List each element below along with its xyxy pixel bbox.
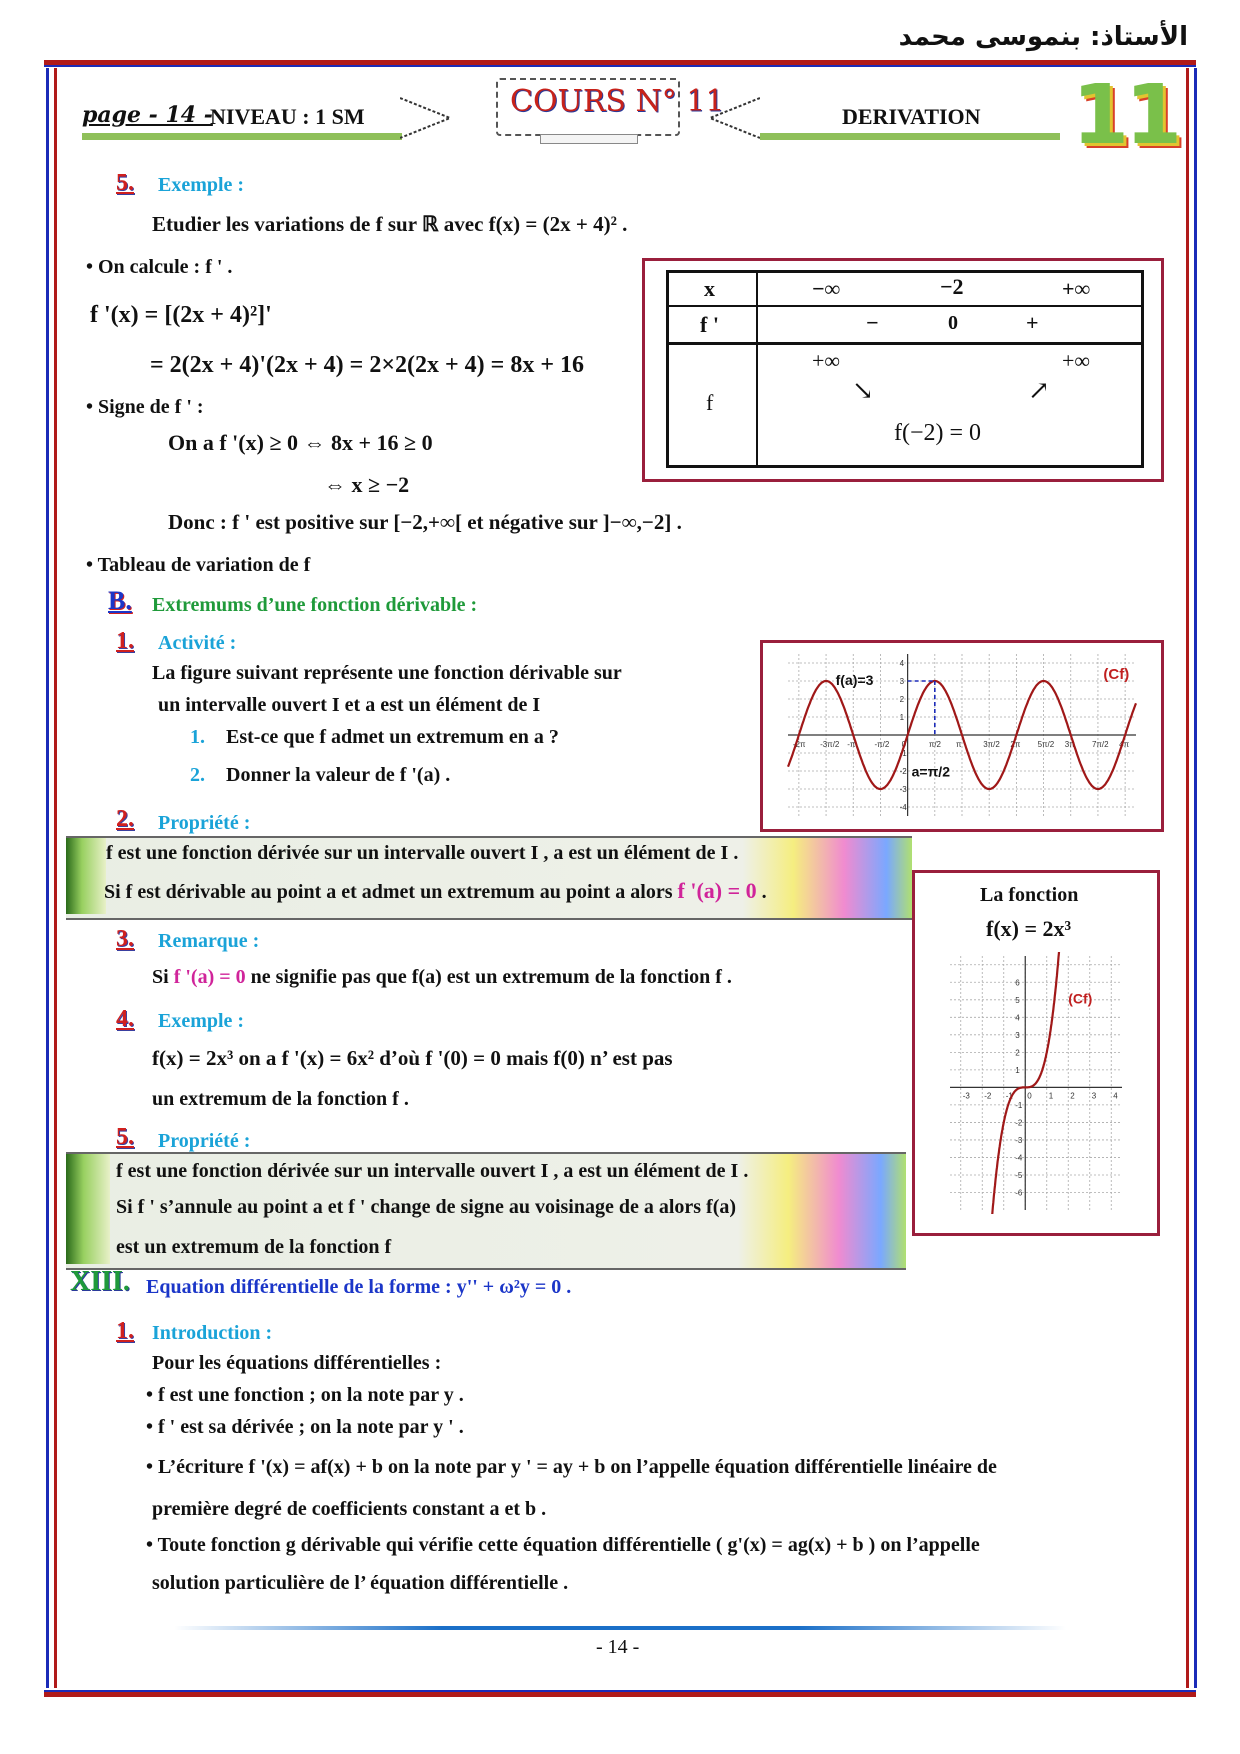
cubic-formula: f(x) = 2x³ [986, 916, 1072, 941]
vt-x-minus-inf: −∞ [812, 276, 841, 301]
y-tick-label: 4 [899, 659, 905, 668]
calc-line-1: f '(x) = [(2x + 4)²]' [90, 302, 272, 328]
fa-label: f(a)=3 [835, 672, 874, 688]
y-tick-label: -5 [1015, 1170, 1023, 1180]
example-line-2: un extremum de la fonction f . [152, 1088, 409, 1110]
chapter-title: DERIVATION [842, 104, 981, 129]
section-number: 4. [116, 1006, 134, 1032]
vt-f-right: +∞ [1062, 348, 1091, 373]
page-frame-left [46, 68, 57, 1688]
y-tick-label: 3 [1015, 1030, 1020, 1040]
section-number: 5. [116, 170, 134, 196]
remark-line [152, 966, 732, 989]
y-tick-label: 6 [1015, 978, 1020, 988]
section-heading: Introduction : [152, 1322, 273, 1344]
section-heading: Equation différentielle de la forme : y'' + ω²y = 0 . [146, 1276, 572, 1298]
intro-bullet-3: • L’écriture f '(x) = af(x) + b on la note par y ' = ay + b on l’appelle équation différentielle linéaire de [146, 1456, 997, 1478]
section-heading: Exemple : [158, 1010, 245, 1032]
chapter-logo: 11 [1072, 68, 1179, 163]
x-tick-label: 3π/2 [983, 740, 1000, 749]
property-line-1: f est une fonction dérivée sur un intervalle ouvert I , a est un élément de I . [106, 842, 739, 864]
footer-page-number: - 14 - [596, 1636, 640, 1658]
intro-bullet-2: • f ' est sa dérivée ; on la note par y ' . [146, 1416, 464, 1438]
tableau-intro: • Tableau de variation de f [86, 554, 311, 576]
vt-arrow-up-icon: ↗ [1028, 376, 1050, 405]
footer-rule [174, 1626, 1066, 1630]
x-tick-label: π [956, 740, 962, 749]
curve-label: (Cf) [1103, 666, 1130, 684]
page-frame-top [44, 60, 1196, 67]
niveau-label: NIVEAU : 1 SM [210, 104, 365, 129]
sign-line-2: ⇔ x ≥ −2 [324, 472, 410, 497]
x-tick-label: 7π/2 [1091, 740, 1109, 749]
x-tick-label: 4π [1119, 740, 1130, 749]
x-tick-label: -π/2 [874, 740, 890, 749]
x-tick-label: 0 [1027, 1091, 1032, 1101]
vt-fp-plus: + [1026, 310, 1039, 335]
x-tick-label: 4 [1113, 1091, 1118, 1101]
sign-intro: • Signe de f ' : [86, 396, 204, 418]
cours-title: COURS N° 11 [510, 84, 725, 119]
cubic-title: La fonction [980, 884, 1079, 906]
page-frame-right [1186, 68, 1197, 1688]
y-tick-label: -2 [899, 767, 907, 776]
property-line-3: est un extremum de la fonction f [116, 1236, 392, 1258]
section-heading: Activité : [158, 632, 237, 654]
curve-label: (Cf) [1068, 990, 1093, 1007]
intro-bullet-4-cont: solution particulière de l’ équation différentielle . [152, 1572, 569, 1594]
header-bar-right [760, 133, 1060, 140]
calc-intro: • On calcule : f ' . [86, 256, 233, 278]
x-tick-label: 3 [1091, 1091, 1097, 1101]
question-number: 1. [190, 726, 205, 748]
x-tick-label: 3π [1064, 740, 1075, 749]
y-tick-label: 2 [1015, 1048, 1020, 1058]
y-tick-label: -2 [1015, 1118, 1023, 1128]
activity-line-1: La figure suivant représente une fonction dérivable sur [152, 662, 622, 684]
vt-x-plus-inf: +∞ [1062, 276, 1091, 301]
question-1: Est-ce que f admet un extremum en a ? [226, 726, 559, 748]
question-number: 2. [190, 764, 205, 786]
vt-arrow-down-icon: ↘ [852, 376, 874, 405]
intro-bullet-4: • Toute fonction g dérivable qui vérifie cette équation différentielle ( g'(x) = ag(x) + b ) on l’appelle [146, 1534, 980, 1556]
vt-fp-minus: − [866, 310, 879, 335]
donc-line: Donc : f ' est positive sur [−2,+∞[ et négative sur ]−∞,−2] . [168, 510, 682, 534]
x-tick-label: -2π [792, 740, 806, 749]
y-tick-label: 3 [899, 677, 905, 686]
author-name: الأستاذ: بنموسى محمد [898, 22, 1188, 52]
cours-badge-base [540, 134, 638, 144]
y-tick-label: 4 [1015, 1013, 1020, 1023]
intro-line-1: Pour les équations différentielles : [152, 1352, 442, 1374]
header-bar-left [82, 133, 402, 140]
x-tick-label: 5π/2 [1037, 740, 1055, 749]
section-number: XIII. [70, 1266, 130, 1297]
x-tick-label: -3π/2 [820, 740, 840, 749]
remark-si: Si [152, 966, 174, 988]
intro-bullet-3-cont: première degré de coefficients constant a et b . [152, 1498, 547, 1520]
section-number: 3. [116, 926, 134, 952]
activity-line-2: un intervalle ouvert I et a est un élément de I [158, 694, 541, 716]
section-heading: Extremums d’une fonction dérivable : [152, 594, 478, 616]
x-tick-label: -3 [962, 1091, 970, 1101]
section-number: B. [108, 586, 132, 615]
section-heading: Propriété : [158, 812, 251, 834]
header-chevron-left [400, 96, 460, 140]
x-tick-label: -π [847, 740, 856, 749]
a-label: a=π/2 [911, 763, 950, 780]
vt-x-minus2: −2 [940, 274, 964, 299]
page-frame-bottom [44, 1690, 1196, 1697]
section-heading: Propriété : [158, 1130, 251, 1152]
property-line-2-text: Si f est dérivable au point a et admet un extremum au point a alors [104, 881, 678, 903]
property-box-left-accent [66, 1154, 110, 1264]
x-tick-label: 1 [1048, 1091, 1054, 1101]
section-heading: Remarque : [158, 930, 260, 952]
example-line-1: f(x) = 2x³ on a f '(x) = 6x² d’où f '(0) = 0 mais f(0) n’ est pas [152, 1046, 673, 1070]
question-2: Donner la valeur de f '(a) . [226, 764, 451, 786]
x-tick-label: 2 [1070, 1091, 1075, 1101]
vt-row-divider-2 [666, 342, 1141, 345]
y-tick-label: 2 [899, 695, 905, 704]
section-number: 2. [116, 806, 134, 832]
vt-f-min: f(−2) = 0 [894, 420, 982, 446]
property-condition: f '(a) = 0 [677, 878, 757, 903]
vt-col-divider [756, 270, 758, 465]
y-tick-label: 1 [1015, 1065, 1020, 1075]
vt-fp-label: f ' [700, 312, 719, 337]
y-tick-label: -1 [899, 749, 907, 758]
y-tick-label: -1 [1015, 1100, 1023, 1110]
x-tick-label: -2 [984, 1091, 992, 1101]
property-line-2 [104, 878, 767, 904]
property-line-2: Si f ' s’annule au point a et f ' change de signe au voisinage de a alors f(a) [116, 1196, 737, 1218]
section-number: 1. [116, 1318, 134, 1344]
section-heading: Exemple : [158, 174, 245, 196]
vt-f-left: +∞ [812, 348, 841, 373]
property-line-1: f est une fonction dérivée sur un intervalle ouvert I , a est un élément de I . [116, 1160, 749, 1182]
x-tick-label: 0 [901, 740, 907, 749]
intro-bullet-1: • f est une fonction ; on la note par y . [146, 1384, 464, 1406]
page-label: page - 14 - [82, 102, 213, 128]
y-tick-label: -3 [899, 785, 907, 794]
sign-line-1: On a f '(x) ≥ 0 ⇔ 8x + 16 ≥ 0 [168, 430, 433, 455]
remark-rest: ne signifie pas que f(a) est un extremum de la fonction f . [245, 966, 732, 988]
x-tick-label: 2π [1010, 740, 1021, 749]
y-tick-label: -3 [1015, 1135, 1023, 1145]
vt-x-label: x [704, 276, 715, 301]
y-tick-label: 5 [1015, 995, 1020, 1005]
y-tick-label: -6 [1015, 1188, 1023, 1198]
vt-f-label: f [706, 390, 714, 415]
property-box-left-accent [66, 838, 106, 914]
y-tick-label: -4 [899, 803, 907, 812]
graph-cubic [946, 952, 1126, 1214]
property-line-2-end: . [756, 881, 767, 903]
section-number: 1. [116, 628, 134, 654]
calc-line-2: = 2(2x + 4)'(2x + 4) = 2×2(2x + 4) = 8x + 16 [150, 352, 585, 378]
vt-row-divider-1 [666, 305, 1141, 307]
y-tick-label: -4 [1015, 1153, 1023, 1163]
remark-condition: f '(a) = 0 [173, 966, 246, 988]
graph-sine [784, 650, 1140, 820]
vt-fp-zero: 0 [948, 312, 958, 334]
y-tick-label: 1 [899, 713, 905, 722]
section-number: 5. [116, 1124, 134, 1150]
x-tick-label: π/2 [928, 740, 942, 749]
example-statement: Etudier les variations de f sur ℝ avec f(x) = (2x + 4)² . [152, 212, 628, 236]
x-tick-label: -1 [1005, 1091, 1013, 1101]
